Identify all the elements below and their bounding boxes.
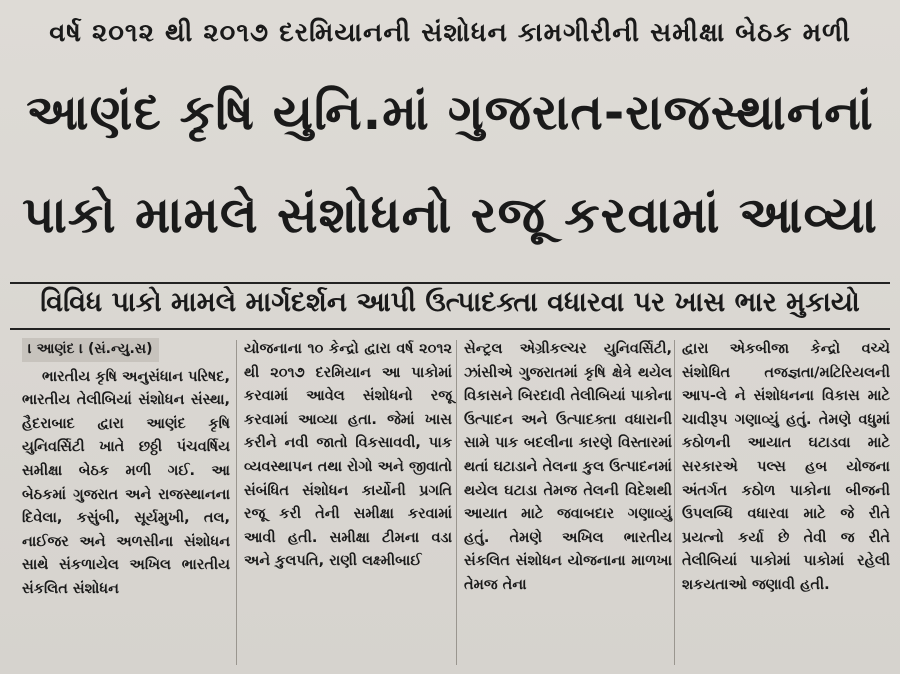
column-separator [236, 340, 237, 665]
kicker-headline: વર્ષ ૨૦૧૨ થી ૨૦૧૭ દરમિયાનની સંશોધન કામગીરીની સમીક્ષા બેઠક મળી [49, 18, 851, 48]
main-headline-line-1: આણંદ કૃષિ યુનિ.માં ગુજરાત-રાજસ્થાનનાં [26, 84, 874, 141]
article-column-2 [244, 338, 452, 574]
main-headline-line-2: પાકો મામલે સંશોધનો રજૂ કરવામાં આવ્યા [22, 186, 878, 244]
column-separator [674, 340, 675, 665]
column-separator [456, 340, 457, 665]
column-4-text: દ્વારા એકબીજા કેન્દ્રો વચ્ચે સંશોધિત તજજ્ઞતા/મટિરિયલની આપ-લે ને સંશોધનના વિકાસ માટે ચાવીરૂપ ગણાવ્યું હતું. તેમણે વધુમાં કઠોળની આયાત ઘટાડવા માટે સરકારએ પલ્સ હબ યોજના અંતર્ગત કઠોળ પાકોના બીજની ઉપલબ્ધિ વધારવા માટે જે રીતે પ્રયત્નો કર્યા છે તેવી જ રીતે તેલીબિયાં પાકોમાં પાકોમાં રહેલી શકયતાઓ જણાવી હતી. [682, 341, 890, 593]
subheadline: વિવિધ પાકો મામલે માર્ગદર્શન આપી ઉત્પાદક્તા વધારવા પર ખાસ ભાર મુકાયો [40, 287, 860, 318]
article-column-4 [682, 338, 890, 598]
divider-bottom [10, 328, 890, 330]
divider-top [10, 282, 890, 284]
column-2-text: યોજનાના ૧૦ કેન્દ્રો દ્વારા વર્ષ ૨૦૧૨ થી ૨૦૧૭ દરમિયાન આ પાકોમાં કરવામાં આવેલ સંશોધનો રજૂ કરવામાં આવ્યા હતા. જેમાં ખાસ કરીને નવી જાતો વિકસાવવી, પાક વ્યવસ્થાપન તથા રોગો અને જીવાતો સંબંધિત સંશોધન કાર્યોની પ્રગતિ રજૂ કરી તેની સમીક્ષા કરવામાં આવી હતી. સમીક્ષા ટીમના વડા અને કુલપતિ, રાણી લક્ષ્મીબાઈ [244, 341, 452, 570]
article-column-1 [22, 338, 230, 602]
article-column-3 [464, 338, 672, 598]
column-3-text: સેન્ટ્રલ એગ્રીકલ્ચર યુનિવર્સિટી, ઝાંસીએ ગુજરાતમાં કૃષિ ક્ષેત્રે થયેલ વિકાસને બિરદાવી તેલીબિયાં પાકોના ઉત્પાદન અને ઉત્પાદક્તા વધારાની સામે પાક બદલીના કારણે વિસ્તારમાં થતાં ઘટાડાને તેલના કુલ ઉત્પાદનમાં થયેલ ઘટાડા તેમજ તેલની વિદેશથી આયાત માટે જવાબદાર ગણાવ્યું હતું. તેમણે અખિલ ભારતીય સંકલિત સંશોધન યોજનાના માળખા તેમજ તેના [464, 341, 672, 593]
dateline: । આણંદ । (સં.ન્યુ.સ) [22, 338, 159, 362]
column-1-text: ભારતીય કૃષિ અનુસંધાન પરિષદ, ભારતીય તેલીબિયાં સંશોધન સંસ્થા, હૈદરાબાદ દ્વારા આણંદ કૃષિ યુનિવર્સિટી ખાતે છઠ્ઠી પંચવર્ષિય સમીક્ષા બેઠક મળી ગઈ. આ બેઠકમાં ગુજરાત અને રાજસ્થાનના દિવેલા, કસુંબી, સૂર્યમુખી, તલ, નાઈજર અને અળસીના સંશોધન સાથે સંકળાયેલ અખિલ ભારતીય સંકલિત સંશોધન [22, 368, 230, 597]
